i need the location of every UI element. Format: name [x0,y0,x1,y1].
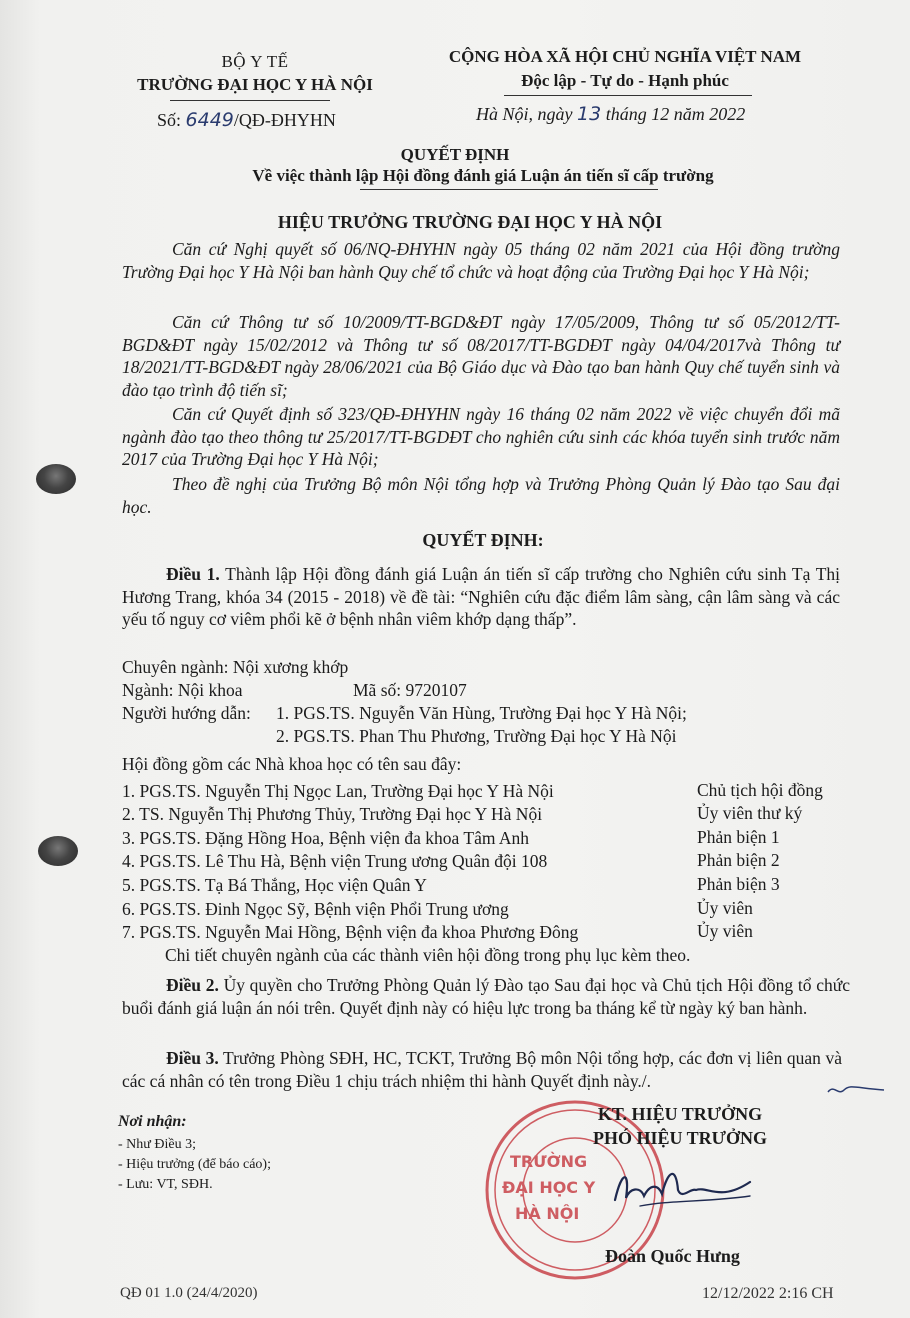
print-timestamp: 12/12/2022 2:16 CH [702,1285,834,1302]
article-2 [122,974,850,1019]
subject-underline [360,189,658,190]
svg-text:HÀ NỘI: HÀ NỘI [515,1204,580,1223]
council-member: 4. PGS.TS. Lê Thu Hà, Bệnh viện Trung ương Quân đội 108 [122,851,548,871]
council-role: Chủ tịch hội đồng [697,780,823,800]
council-role: Ủy viên [697,921,753,941]
date-prefix: Hà Nội, ngày [476,104,573,124]
council-member: 2. TS. Nguyễn Thị Phương Thủy, Trường Đại học Y Hà Nội [122,804,543,824]
decision-heading: QUYẾT ĐỊNH [400,145,510,164]
council-role: Phản biện 3 [697,874,780,894]
preamble-4: Theo đề nghị của Trưởng Bộ môn Nội tổng hợp và Trưởng Phòng Quản lý Đào tạo Sau đại học. [122,474,840,517]
national-motto: Độc lập - Tự do - Hạnh phúc [521,71,729,90]
form-code: QĐ 01 1.0 (24/4/2020) [120,1285,258,1301]
decision-subheading: QUYẾT ĐỊNH: [422,530,544,550]
supervisor-2: 2. PGS.TS. Phan Thu Phương, Trường Đại học Y Hà Nội [276,726,677,746]
council-role: Ủy viên thư ký [697,803,803,823]
handwritten-signature [600,1160,770,1220]
specialty: Chuyên ngành: Nội xương khớp [122,657,349,677]
recipient-item: - Như Điều 3; [118,1137,196,1152]
svg-text:TRƯỜNG: TRƯỜNG [510,1152,588,1171]
preamble-1: Căn cứ Nghị quyết số 06/NQ-ĐHYHN ngày 05 tháng 02 năm 2021 của Hội đồng trường Trường Đại học Y Hà Nội ban hành Quy chế tổ chức và hoạt động của Trường Đại học Y Hà Nội; [122,239,840,282]
signatory-line-2: PHÓ HIỆU TRƯỞNG [592,1128,767,1148]
number-handwritten: 6449 [185,109,234,131]
recipients-label: Nơi nhận: [118,1113,187,1130]
article-2-text: Ủy quyền cho Trưởng Phòng Quản lý Đào tạo Sau đại học và Chủ tịch Hội đồng tổ chức buổi đánh giá luận án nói trên. Quyết định này có hiệu lực trong ba tháng kể từ ngày ký ban hành. [122,975,850,1018]
closing-scribble [826,1080,886,1100]
preamble-3: Căn cứ Quyết định số 323/QĐ-ĐHYHN ngày 16 tháng 02 năm 2022 về việc chuyển đổi mã ngành đào tạo theo thông tư 25/2017/TT-BGDĐT cho nghiên cứu sinh các khóa tuyển sinh trước năm 2017 của Trường Đại học Y Hà Nội; [122,404,840,469]
issue-date [476,103,745,125]
issuing-authority: HIỆU TRƯỞNG TRƯỜNG ĐẠI HỌC Y HÀ NỘI [277,212,663,232]
decision-number [157,109,336,131]
supervisor-1: 1. PGS.TS. Nguyễn Văn Hùng, Trường Đại học Y Hà Nội; [276,703,687,723]
recipient-item: - Lưu: VT, SĐH. [118,1177,213,1192]
svg-text:ĐẠI HỌC Y: ĐẠI HỌC Y [502,1178,596,1197]
republic-title: CỘNG HÒA XÃ HỘI CHỦ NGHĨA VIỆT NAM [448,47,802,66]
article-2-label: Điều 2. [166,975,219,995]
date-day-handwritten: 13 [577,103,602,125]
university-name: TRƯỜNG ĐẠI HỌC Y HÀ NỘI [137,75,373,94]
motto-underline [504,95,752,96]
number-prefix: Số: [157,110,182,130]
article-1-label: Điều 1. [166,564,220,584]
recipient-item: - Hiệu trưởng (để báo cáo); [118,1157,271,1172]
council-role: Phản biện 2 [697,850,780,870]
appendix-note: Chi tiết chuyên ngành của các thành viên hội đồng trong phụ lục kèm theo. [165,945,691,965]
article-1 [122,563,840,631]
council-intro: Hội đồng gồm các Nhà khoa học có tên sau đây: [122,754,462,774]
supervisor-label: Người hướng dẫn: [122,703,251,723]
article-1-text: Thành lập Hội đồng đánh giá Luận án tiến sĩ cấp trường cho Nghiên cứu sinh Tạ Thị Hương Trang, khóa 34 (2015 - 2018) về đề tài: “Nghiên cứu đặc điểm lâm sàng, cận lâm sàng và các yếu tố nguy cơ viêm phổi kẽ ở bệnh nhân viêm khớp dạng thấp”. [122,564,840,629]
number-suffix: /QĐ-ĐHYHN [233,110,336,130]
council-member: 6. PGS.TS. Đinh Ngọc Sỹ, Bệnh viện Phổi Trung ương [122,899,509,919]
ministry-name: BỘ Y TẾ [221,52,289,71]
article-3 [122,1047,842,1092]
signatory-name: Đoàn Quốc Hưng [605,1246,740,1266]
council-member: 3. PGS.TS. Đặng Hồng Hoa, Bệnh viện đa khoa Tâm Anh [122,828,530,848]
university-underline [170,100,330,101]
decision-subject: Về việc thành lập Hội đồng đánh giá Luận án tiến sĩ cấp trường [252,166,714,185]
punch-hole-bottom [38,836,78,866]
field-code: Mã số: 9720107 [353,680,467,700]
council-member: 5. PGS.TS. Tạ Bá Thắng, Học viện Quân Y [122,875,427,895]
council-member: 7. PGS.TS. Nguyễn Mai Hồng, Bệnh viện đa khoa Phương Đông [122,922,579,942]
signatory-line-1: KT. HIỆU TRƯỞNG [597,1104,763,1124]
article-3-label: Điều 3. [166,1048,219,1068]
article-3-text: Trưởng Phòng SĐH, HC, TCKT, Trưởng Bộ môn Nội tổng hợp, các đơn vị liên quan và các cá nhân có tên trong Điều 1 chịu trách nhiệm thi hành Quyết định này./. [122,1048,843,1091]
punch-hole-top [36,464,76,494]
council-role: Ủy viên [697,898,753,918]
field: Ngành: Nội khoa [122,680,243,700]
preamble-2: Căn cứ Thông tư số 10/2009/TT-BGD&ĐT ngày 17/05/2009, Thông tư số 05/2012/TT-BGD&ĐT ngày 15/02/2012 và Thông tư số 08/2017/TT-BGDĐT ngày 04/04/2017và Thông tư 18/2021/TT-BGD&ĐT ngày 28/06/2021 của Bộ Giáo dục và Đào tạo ban hành Quy chế tuyển sinh và đào tạo trình độ tiến sĩ; [122,312,840,400]
date-suffix: tháng 12 năm 2022 [605,104,746,124]
council-member: 1. PGS.TS. Nguyễn Thị Ngọc Lan, Trường Đại học Y Hà Nội [122,781,554,801]
council-role: Phản biện 1 [697,827,780,847]
